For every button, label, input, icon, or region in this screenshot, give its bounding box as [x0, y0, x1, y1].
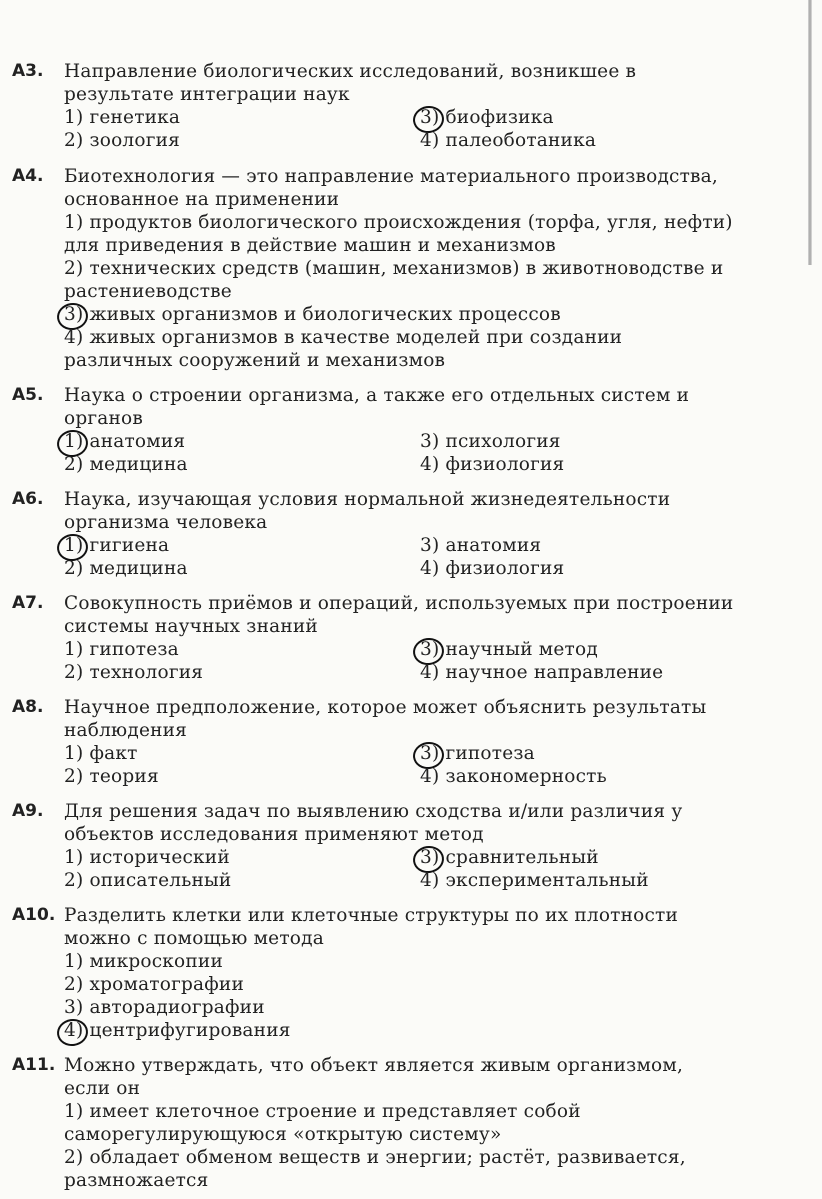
- question-stem: Для решения задач по выявлению сходства и/или различия у объектов исследования применяют метод: [64, 801, 683, 845]
- question-stem: Можно утверждать, что объект является живым организмом, если он: [64, 1055, 684, 1099]
- question-number: А4.: [12, 166, 44, 186]
- question-a5: [12, 384, 734, 476]
- answer-option[interactable]: 2) технических средств (машин, механизмов) в животноводстве и растениеводстве: [64, 258, 724, 302]
- answer-option[interactable]: 1) гипотеза: [64, 639, 179, 660]
- answer-option[interactable]: 2) технология: [64, 662, 204, 683]
- answer-option[interactable]: 4) палеоботаника: [420, 130, 597, 151]
- answer-option[interactable]: 4) закономерность: [420, 766, 607, 787]
- question-number: А5.: [12, 385, 44, 405]
- answer-option[interactable]: 2) медицина: [64, 454, 188, 475]
- answer-option[interactable]: 2) зоология: [64, 130, 181, 151]
- question-stem: Разделить клетки или клеточные структуры по их плотности можно с помощью метода: [64, 905, 678, 949]
- answer-option[interactable]: 3) психология: [420, 431, 561, 452]
- question-stem: Биотехнология — это направление материального производства, основанное на применении: [64, 166, 718, 210]
- answer-option-selected[interactable]: 3) сравнительный: [420, 846, 734, 869]
- answer-options: [64, 211, 734, 372]
- answer-option[interactable]: 1) имеет клеточное строение и представляет собой саморегулирующуюся «открытую систему»: [64, 1101, 581, 1145]
- answer-option[interactable]: 1) микроскопии: [64, 951, 223, 972]
- answer-option[interactable]: 3) анатомия: [420, 535, 542, 556]
- question-a7: [12, 592, 734, 684]
- question-number: А7.: [12, 593, 44, 613]
- answer-option[interactable]: 2) хроматографии: [64, 974, 244, 995]
- question-stem: Наука о строении организма, а также его отдельных систем и органов: [64, 385, 690, 429]
- answer-option[interactable]: 2) теория: [64, 766, 159, 787]
- answer-option[interactable]: 1) генетика: [64, 107, 181, 128]
- test-page: [12, 60, 734, 1192]
- question-a6: [12, 488, 734, 580]
- question-number: А6.: [12, 489, 44, 509]
- answer-option[interactable]: 1) факт: [64, 743, 138, 764]
- question-number: А3.: [12, 61, 44, 81]
- answer-option[interactable]: 4) физиология: [420, 454, 565, 475]
- answer-options: [64, 430, 734, 476]
- question-a8: [12, 696, 734, 788]
- page-edge-shadow: [808, 0, 812, 265]
- answer-options: [64, 106, 734, 152]
- answer-option[interactable]: 4) экспериментальный: [420, 870, 649, 891]
- question-number: А11.: [12, 1055, 56, 1075]
- answer-options: [64, 638, 734, 684]
- answer-option[interactable]: 4) научное направление: [420, 662, 664, 683]
- question-stem: Совокупность приёмов и операций, используемых при построении системы научных знаний: [64, 593, 734, 637]
- question-number: А8.: [12, 697, 44, 717]
- answer-option[interactable]: 3) авторадиографии: [64, 997, 265, 1018]
- answer-option-selected[interactable]: 1) анатомия: [64, 430, 420, 453]
- question-stem: Научное предположение, которое может объяснить результаты наблюдения: [64, 697, 707, 741]
- question-a3: [12, 60, 734, 152]
- answer-options: [64, 846, 734, 892]
- answer-options: [64, 950, 734, 1042]
- question-number: А10.: [12, 905, 56, 925]
- question-a11: [12, 1054, 734, 1192]
- question-a9: [12, 800, 734, 892]
- answer-option-selected[interactable]: 4) центрифугирования: [64, 1019, 734, 1042]
- answer-option-selected[interactable]: 3) биофизика: [420, 106, 734, 129]
- answer-option[interactable]: 2) описательный: [64, 870, 232, 891]
- answer-option[interactable]: 2) обладает обменом веществ и энергии; растёт, развивается, размножается: [64, 1147, 686, 1191]
- answer-options: [64, 1100, 734, 1192]
- answer-option[interactable]: 2) медицина: [64, 558, 188, 579]
- question-stem: Наука, изучающая условия нормальной жизнедеятельности организма человека: [64, 489, 671, 533]
- question-a10: [12, 904, 734, 1042]
- question-a4: [12, 165, 734, 372]
- answer-option-selected[interactable]: 3) гипотеза: [420, 742, 734, 765]
- answer-option-selected[interactable]: 3) научный метод: [420, 638, 734, 661]
- answer-option[interactable]: 4) физиология: [420, 558, 565, 579]
- question-number: А9.: [12, 801, 44, 821]
- answer-option-selected[interactable]: 3) живых организмов и биологических процессов: [64, 303, 734, 326]
- answer-options: [64, 534, 734, 580]
- answer-option[interactable]: 4) живых организмов в качестве моделей при создании различных сооружений и механизмов: [64, 327, 623, 371]
- answer-option[interactable]: 1) продуктов биологического происхождения (торфа, угля, нефти) для приведения в действие машин и механизмов: [64, 212, 733, 256]
- answer-options: [64, 742, 734, 788]
- answer-option-selected[interactable]: 1) гигиена: [64, 534, 420, 557]
- question-stem: Направление биологических исследований, возникшее в результате интеграции наук: [64, 61, 637, 105]
- answer-option[interactable]: 1) исторический: [64, 847, 230, 868]
